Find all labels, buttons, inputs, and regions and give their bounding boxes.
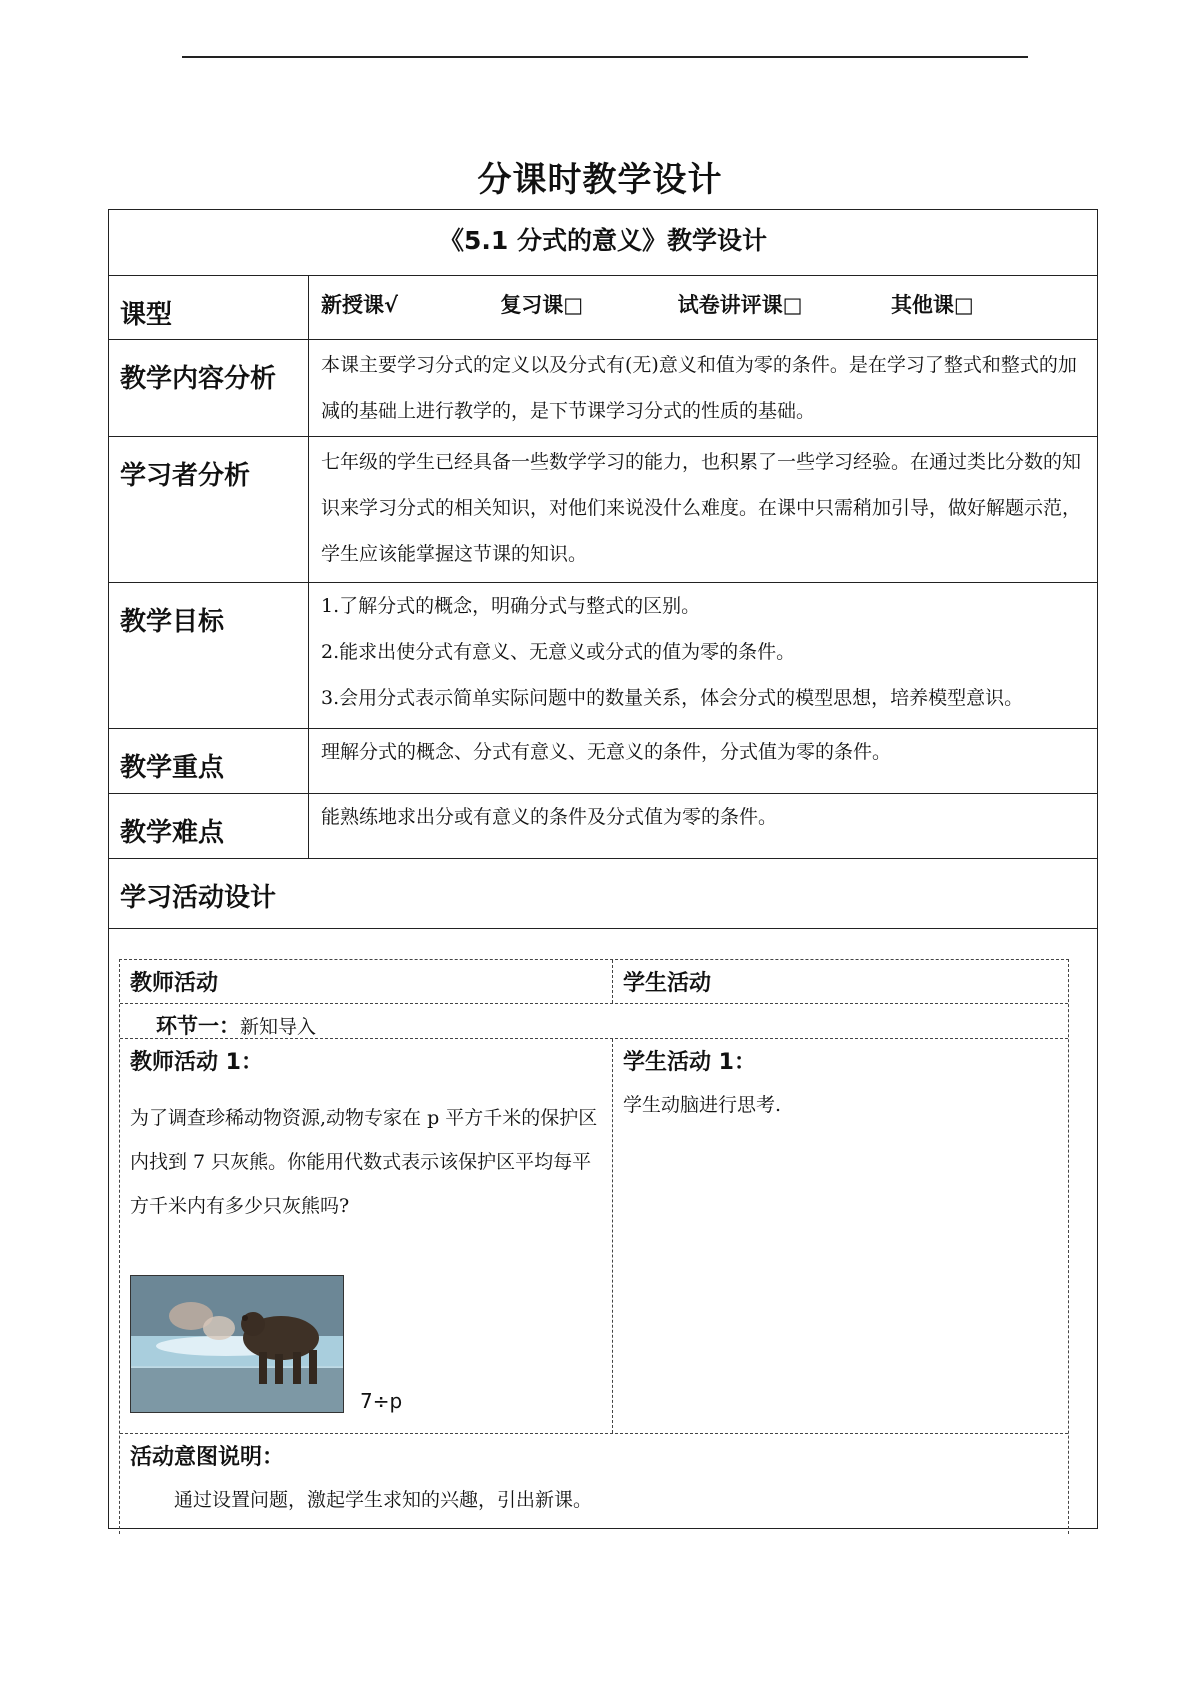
stage-name: 新知导入 <box>240 1016 317 1038</box>
activity-1-row <box>120 1039 1068 1434</box>
bear-image-illustration <box>131 1276 343 1412</box>
lesson-title: 《5.1 分式的意义》教学设计 <box>109 210 1097 276</box>
teacher-activity-1 <box>120 1039 613 1433</box>
activity-header-row <box>120 960 1068 1004</box>
formula-7-divided-by-p: 7÷p <box>360 1389 403 1413</box>
objective-item: 3.会用分式表示简单实际问题中的数量关系，体会分式的模型思想，培养模型意识。 <box>321 687 1024 709</box>
label-lesson-type: 课型 <box>109 276 309 339</box>
activity-intent-text: 通过设置问题，激起学生求知的兴趣，引出新课。 <box>174 1489 593 1511</box>
student-activity-1 <box>613 1039 1068 1433</box>
teacher-activity-1-title: 教师活动 1： <box>130 1050 263 1075</box>
label-difficulties: 教学难点 <box>109 794 309 858</box>
lesson-type-options <box>309 276 1097 339</box>
row-key-points <box>109 729 1097 794</box>
row-content-analysis <box>109 340 1097 437</box>
row-lesson-type <box>109 276 1097 340</box>
student-activity-1-text: 学生动脑进行思考. <box>623 1094 782 1116</box>
activity-intent-row <box>120 1434 1068 1534</box>
page-title: 分课时教学设计 <box>477 160 723 200</box>
objective-item: 2.能求出使分式有意义、无意义或分式的值为零的条件。 <box>321 641 796 663</box>
row-learner-analysis <box>109 437 1097 583</box>
header-rule <box>182 56 1028 58</box>
option-review-lesson: 复习课□ <box>500 293 584 317</box>
row-difficulties <box>109 794 1097 859</box>
difficulties-text: 能熟练地求出分或有意义的条件及分式值为零的条件。 <box>321 806 778 828</box>
objective-item: 1.了解分式的概念，明确分式与整式的区别。 <box>321 595 701 617</box>
label-learner-analysis: 学习者分析 <box>109 437 309 582</box>
objectives-list <box>309 583 1097 728</box>
label-objectives: 教学目标 <box>109 583 309 728</box>
label-content-analysis: 教学内容分析 <box>109 340 309 436</box>
activity-intent-title: 活动意图说明： <box>130 1445 285 1470</box>
lesson-plan-table <box>108 209 1098 1529</box>
activity-table <box>119 959 1069 1534</box>
key-points-text: 理解分式的概念、分式有意义、无意义的条件，分式值为零的条件。 <box>321 741 892 763</box>
grizzly-bear-photo <box>130 1275 344 1413</box>
teacher-activity-1-text: 为了调查珍稀动物资源,动物专家在 p 平方千米的保护区内找到 7 只灰熊。你能用代数式表示该保护区平均每平方千米内有多少只灰熊吗? <box>130 1107 598 1217</box>
row-activity-design <box>109 929 1097 1529</box>
learner-analysis-text: 七年级的学生已经具备一些数学学习的能力，也积累了一些学习经验。在通过类比分数的知识来学习分式的相关知识，对他们来说没什么难度。在课中只需稍加引导，做好解题示范，学生应该能掌握这节课的知识。 <box>321 451 1082 565</box>
teacher-activity-header: 教师活动 <box>120 960 613 1003</box>
option-new-lesson: 新授课√ <box>321 293 399 317</box>
row-objectives <box>109 583 1097 729</box>
stage-row <box>120 1004 1068 1039</box>
option-exam-review-lesson: 试卷讲评课□ <box>677 293 803 317</box>
option-other-lesson: 其他课□ <box>890 293 974 317</box>
activity-design-title: 学习活动设计 <box>120 883 277 913</box>
label-key-points: 教学重点 <box>109 729 309 793</box>
student-activity-1-title: 学生活动 1： <box>623 1050 756 1075</box>
row-activity-design-title <box>109 859 1097 929</box>
content-analysis-text: 本课主要学习分式的定义以及分式有(无)意义和值为零的条件。是在学习了整式和整式的加减的基础上进行教学的，是下节课学习分式的性质的基础。 <box>321 354 1077 422</box>
stage-label <box>120 1004 1068 1040</box>
activity-intent <box>120 1434 1068 1518</box>
student-activity-header: 学生活动 <box>623 971 712 996</box>
stage-number: 环节一： <box>156 1014 240 1038</box>
